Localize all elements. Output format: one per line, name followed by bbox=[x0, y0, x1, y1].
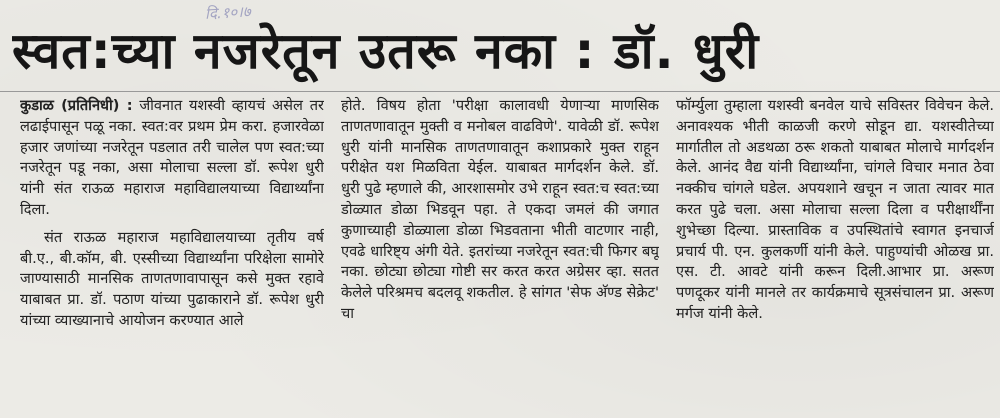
article-column-3 bbox=[676, 96, 994, 418]
article-paragraph: होते. विषय होता 'परीक्षा कालावधी येणाऱ्या माणसिक ताणतणावातून मुक्ती व मनोबल वाढविणे'. यावेळी डॉ. रूपेश धुरी यांनी मानसिक ताणतणावातून कशाप्रकारे मुक्त राहून परीक्षेत यश मिळविता येईल. याबाबत मार्गदर्शन केले. डॉ. धुरी पुढे म्हणाले की, आरशासमोर उभे राहून स्वत:च स्वत:च्या डोळ्यात डोळा भिडवून पहा. ते एकदा जमलं की जगात कुणाच्याही डोळ्याला डोळा भिडवताना भीती वाटणार नाही, एवढे धारिष्ट्य अंगी येते. इतरांच्या नजरेतून स्वत:ची फिगर बघू नका. छोट्या छोट्या गोष्टी सर करत करत अग्रेसर व्हा. सतत केलेले परिश्रमच बदलवू शकतील. हे सांगत 'सेफ अ‍ॅण्ड सेक्रेट' चा bbox=[341, 97, 659, 322]
headline-divider bbox=[0, 91, 1000, 92]
paragraph-text: जीवनात यशस्वी व्हायचं असेल तर लढाईपासून पळू नका. स्वत:वर प्रथम प्रेम करा. हजारवेळा हजार जणांच्या नजरेतून पडलात तरी चालेल पण स्वत:च्या नजरेतून पडू नका, असा मोलाचा सल्ला डॉ. रूपेश धुरी यांनी संत राऊळ महाराज महाविद्यालयाच्या विद्यार्थ्यांना दिला. bbox=[20, 97, 324, 218]
article-paragraph bbox=[20, 96, 324, 221]
dateline: कुडाळ (प्रतिनिधी) : bbox=[20, 97, 133, 114]
article-column-2 bbox=[341, 96, 659, 418]
article-paragraph: संत राऊळ महाराज महाविद्यालयाच्या तृतीय वर्ष बी.ए., बी.कॉम, बी. एस्सीच्या विद्यार्थ्यांना परिक्षेला सामोरे जाण्यासाठी मानसिक ताणतणावापासून कसे मुक्त रहावे याबाबत प्रा. डॉ. पठाण यांच्या पुढाकाराने डॉ. रूपेश धुरी यांच्या व्याख्यानाचे आयोजन करण्यात आले bbox=[20, 228, 324, 329]
article-paragraph: फॉर्म्युला तुम्हाला यशस्वी बनवेल याचे सविस्तर विवेचन केले. अनावश्यक भीती काळजी करणे सोडून द्या. यशस्वीतेच्या मार्गातील तो अडथळा ठरू शकतो याबाबत मोलाचे मार्गदर्शन केले. आनंद वैद्य यांनी विद्यार्थ्यांना, चांगले विचार मनात ठेवा नक्कीच चांगले घडेल. अपयशाने खचून न जाता त्यावर मात करत पुढे चला. असा मोलाचा सल्ला दिला व परीक्षार्थींना शुभेच्छा दिल्या. प्रास्ताविक व उपस्थितांचे स्वागत इनचार्ज प्रचार्य पी. एन. कुलकर्णी यांनी केले. पाहुण्यांची ओळख प्रा. एस. टी. आवटे यांनी करून दिली.आभार प्रा. अरूण पणदूकर यांनी मानले तर कार्यक्रमाचे सूत्रसंचालन प्रा. अरूण मर्गज यांनी केले. bbox=[676, 97, 994, 322]
date-stamp: दि.१०।७ bbox=[204, 2, 252, 23]
article-column-1 bbox=[20, 96, 324, 418]
headline: स्वत:च्या नजरेतून उतरू नका : डॉ. धुरी bbox=[12, 22, 760, 80]
